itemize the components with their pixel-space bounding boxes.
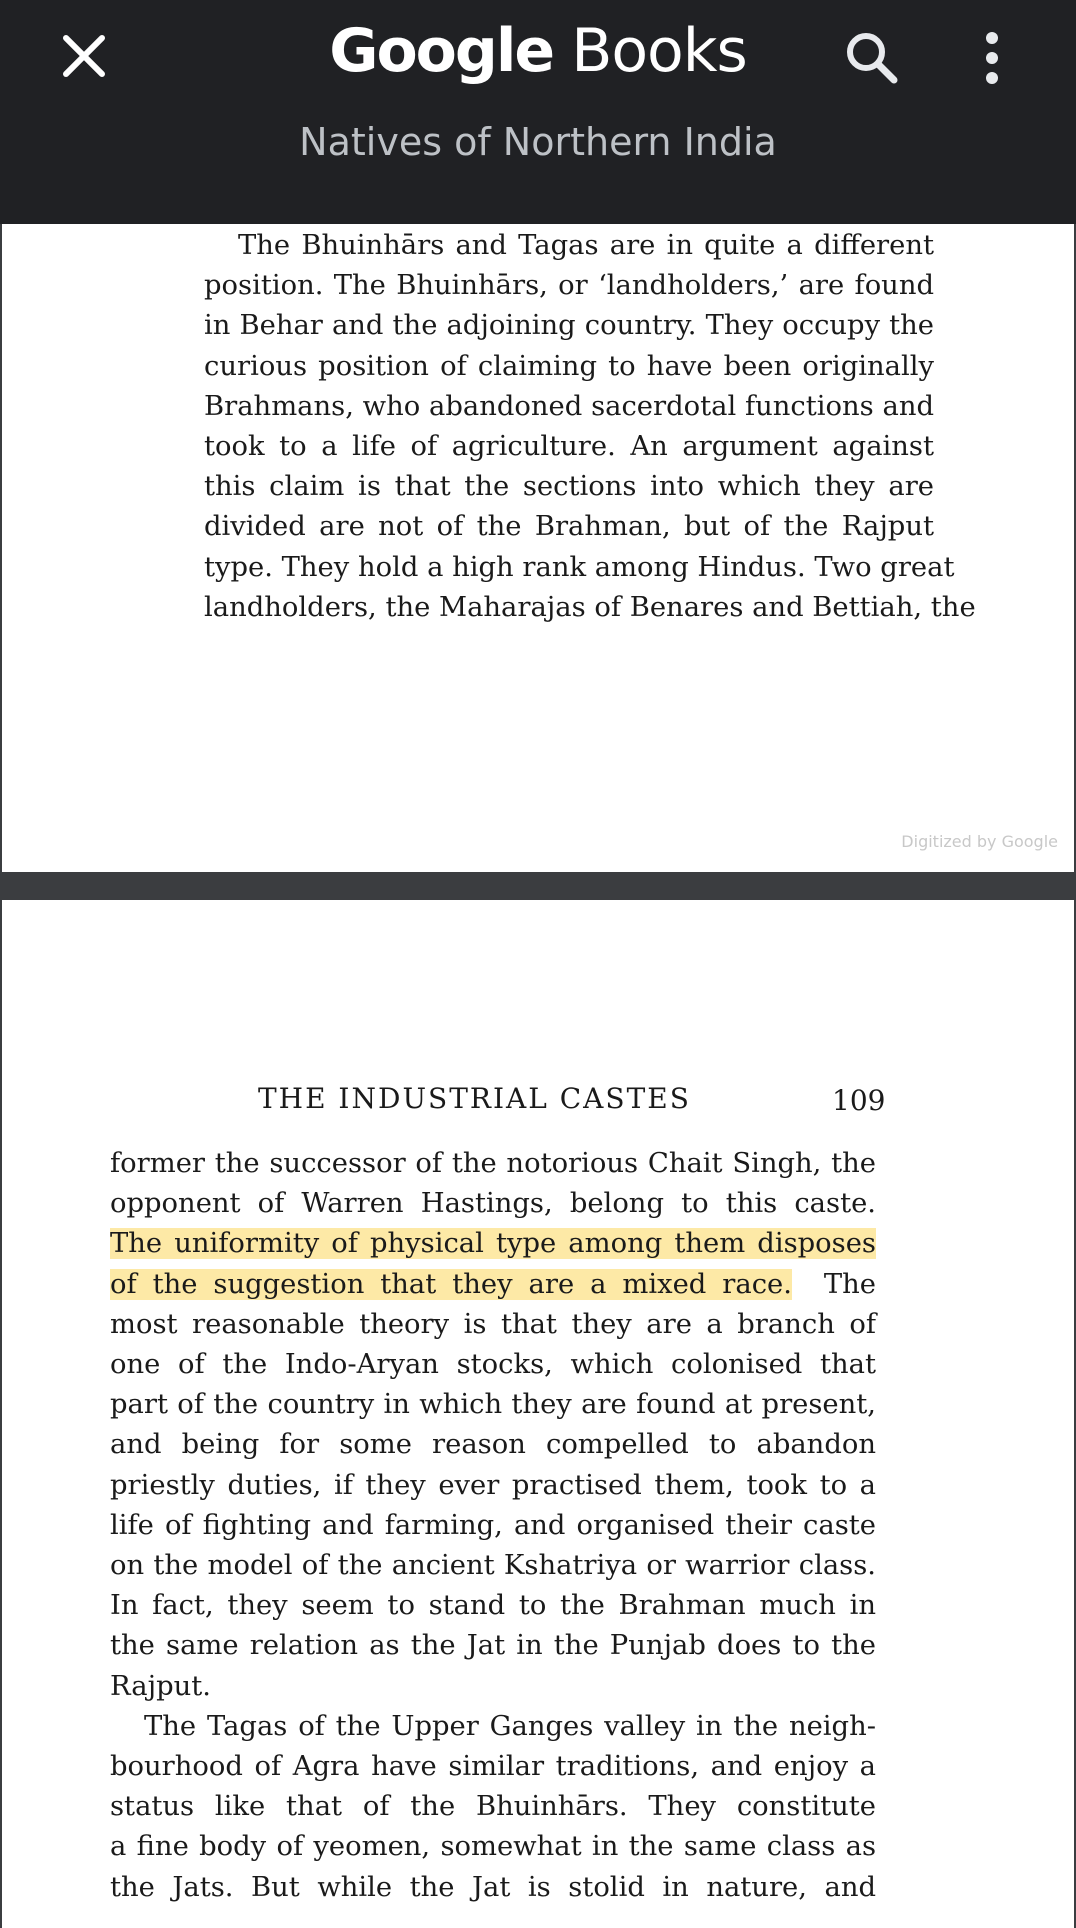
text-line: the Jats. But while the Jat is stolid in nature, and — [110, 1871, 876, 1903]
book-page-1[interactable] — [2, 224, 1074, 872]
more-vert-icon[interactable] — [972, 28, 1012, 88]
page-2-text — [110, 1144, 876, 1908]
highlighted-text[interactable]: The uniformity of physical type among them disposes — [110, 1228, 876, 1260]
page-number: 109 — [832, 1084, 886, 1117]
text-line: life of fighting and farming, and organised their caste — [110, 1509, 876, 1541]
text-line: Brahmans, who abandoned sacerdotal functions and — [204, 390, 934, 422]
running-head: THE INDUSTRIAL CASTES — [258, 1082, 691, 1115]
digitized-watermark: Digitized by Google — [901, 832, 1058, 851]
text-line: one of the Indo-Aryan stocks, which colonised that — [110, 1349, 876, 1381]
text-line: priestly duties, if they ever practised them, took to a — [110, 1469, 876, 1501]
text-line: took to a life of agriculture. An argument against — [204, 431, 934, 463]
text-line: most reasonable theory is that they are a branch of — [110, 1308, 876, 1340]
text-line: status like that of the Bhuinhārs. They constitute — [110, 1791, 876, 1823]
text-line: bourhood of Agra have similar traditions, and enjoy a — [110, 1751, 876, 1783]
text-line — [110, 1265, 876, 1305]
page-divider — [0, 872, 1076, 900]
text-line: In fact, they seem to stand to the Brahman much in — [110, 1590, 876, 1622]
search-icon[interactable] — [842, 28, 902, 88]
text-line: type. They hold a high rank among Hindus. Two great — [204, 551, 955, 583]
text-line: in Behar and the adjoining country. They occupy the — [204, 310, 934, 342]
book-title: Natives of Northern India — [299, 120, 777, 164]
text-fragment: The — [823, 1268, 876, 1300]
text-line: divided are not of the Brahman, but of the Rajput — [204, 511, 934, 543]
text-line: and being for some reason compelled to abandon — [110, 1429, 876, 1461]
brand-books: Books — [571, 16, 747, 86]
text-line: The Tagas of the Upper Ganges valley in the neigh- — [144, 1710, 876, 1742]
text-line: landholders, the Maharajas of Benares and Bettiah, the — [204, 591, 976, 623]
google-books-logo — [0, 16, 1076, 86]
text-line — [110, 1224, 876, 1264]
text-line: former the successor of the notorious Chait Singh, the — [110, 1148, 876, 1179]
text-line: curious position of claiming to have been originally — [204, 350, 934, 382]
text-line: this claim is that the sections into which they are — [204, 471, 934, 503]
text-line: The Bhuinhārs and Tagas are in quite a different — [238, 230, 934, 261]
text-line: the same relation as the Jat in the Punjab does to the — [110, 1630, 876, 1662]
text-line: on the model of the ancient Kshatriya or warrior class. — [110, 1550, 876, 1582]
text-line: opponent of Warren Hastings, belong to this caste. — [110, 1188, 876, 1220]
page-1-text — [204, 226, 976, 628]
highlighted-text[interactable]: of the suggestion that they are a mixed race. — [110, 1268, 792, 1300]
book-page-2[interactable] — [2, 900, 1074, 1928]
app-bar — [0, 0, 1076, 224]
text-line: a fine body of yeomen, somewhat in the same class as — [110, 1831, 876, 1863]
text-line: part of the country in which they are found at present, — [110, 1389, 876, 1421]
text-line: position. The Bhuinhārs, or ‘landholders,’ are found — [204, 270, 934, 302]
brand-google: Google — [329, 16, 554, 86]
text-line: Rajput. — [110, 1670, 211, 1702]
